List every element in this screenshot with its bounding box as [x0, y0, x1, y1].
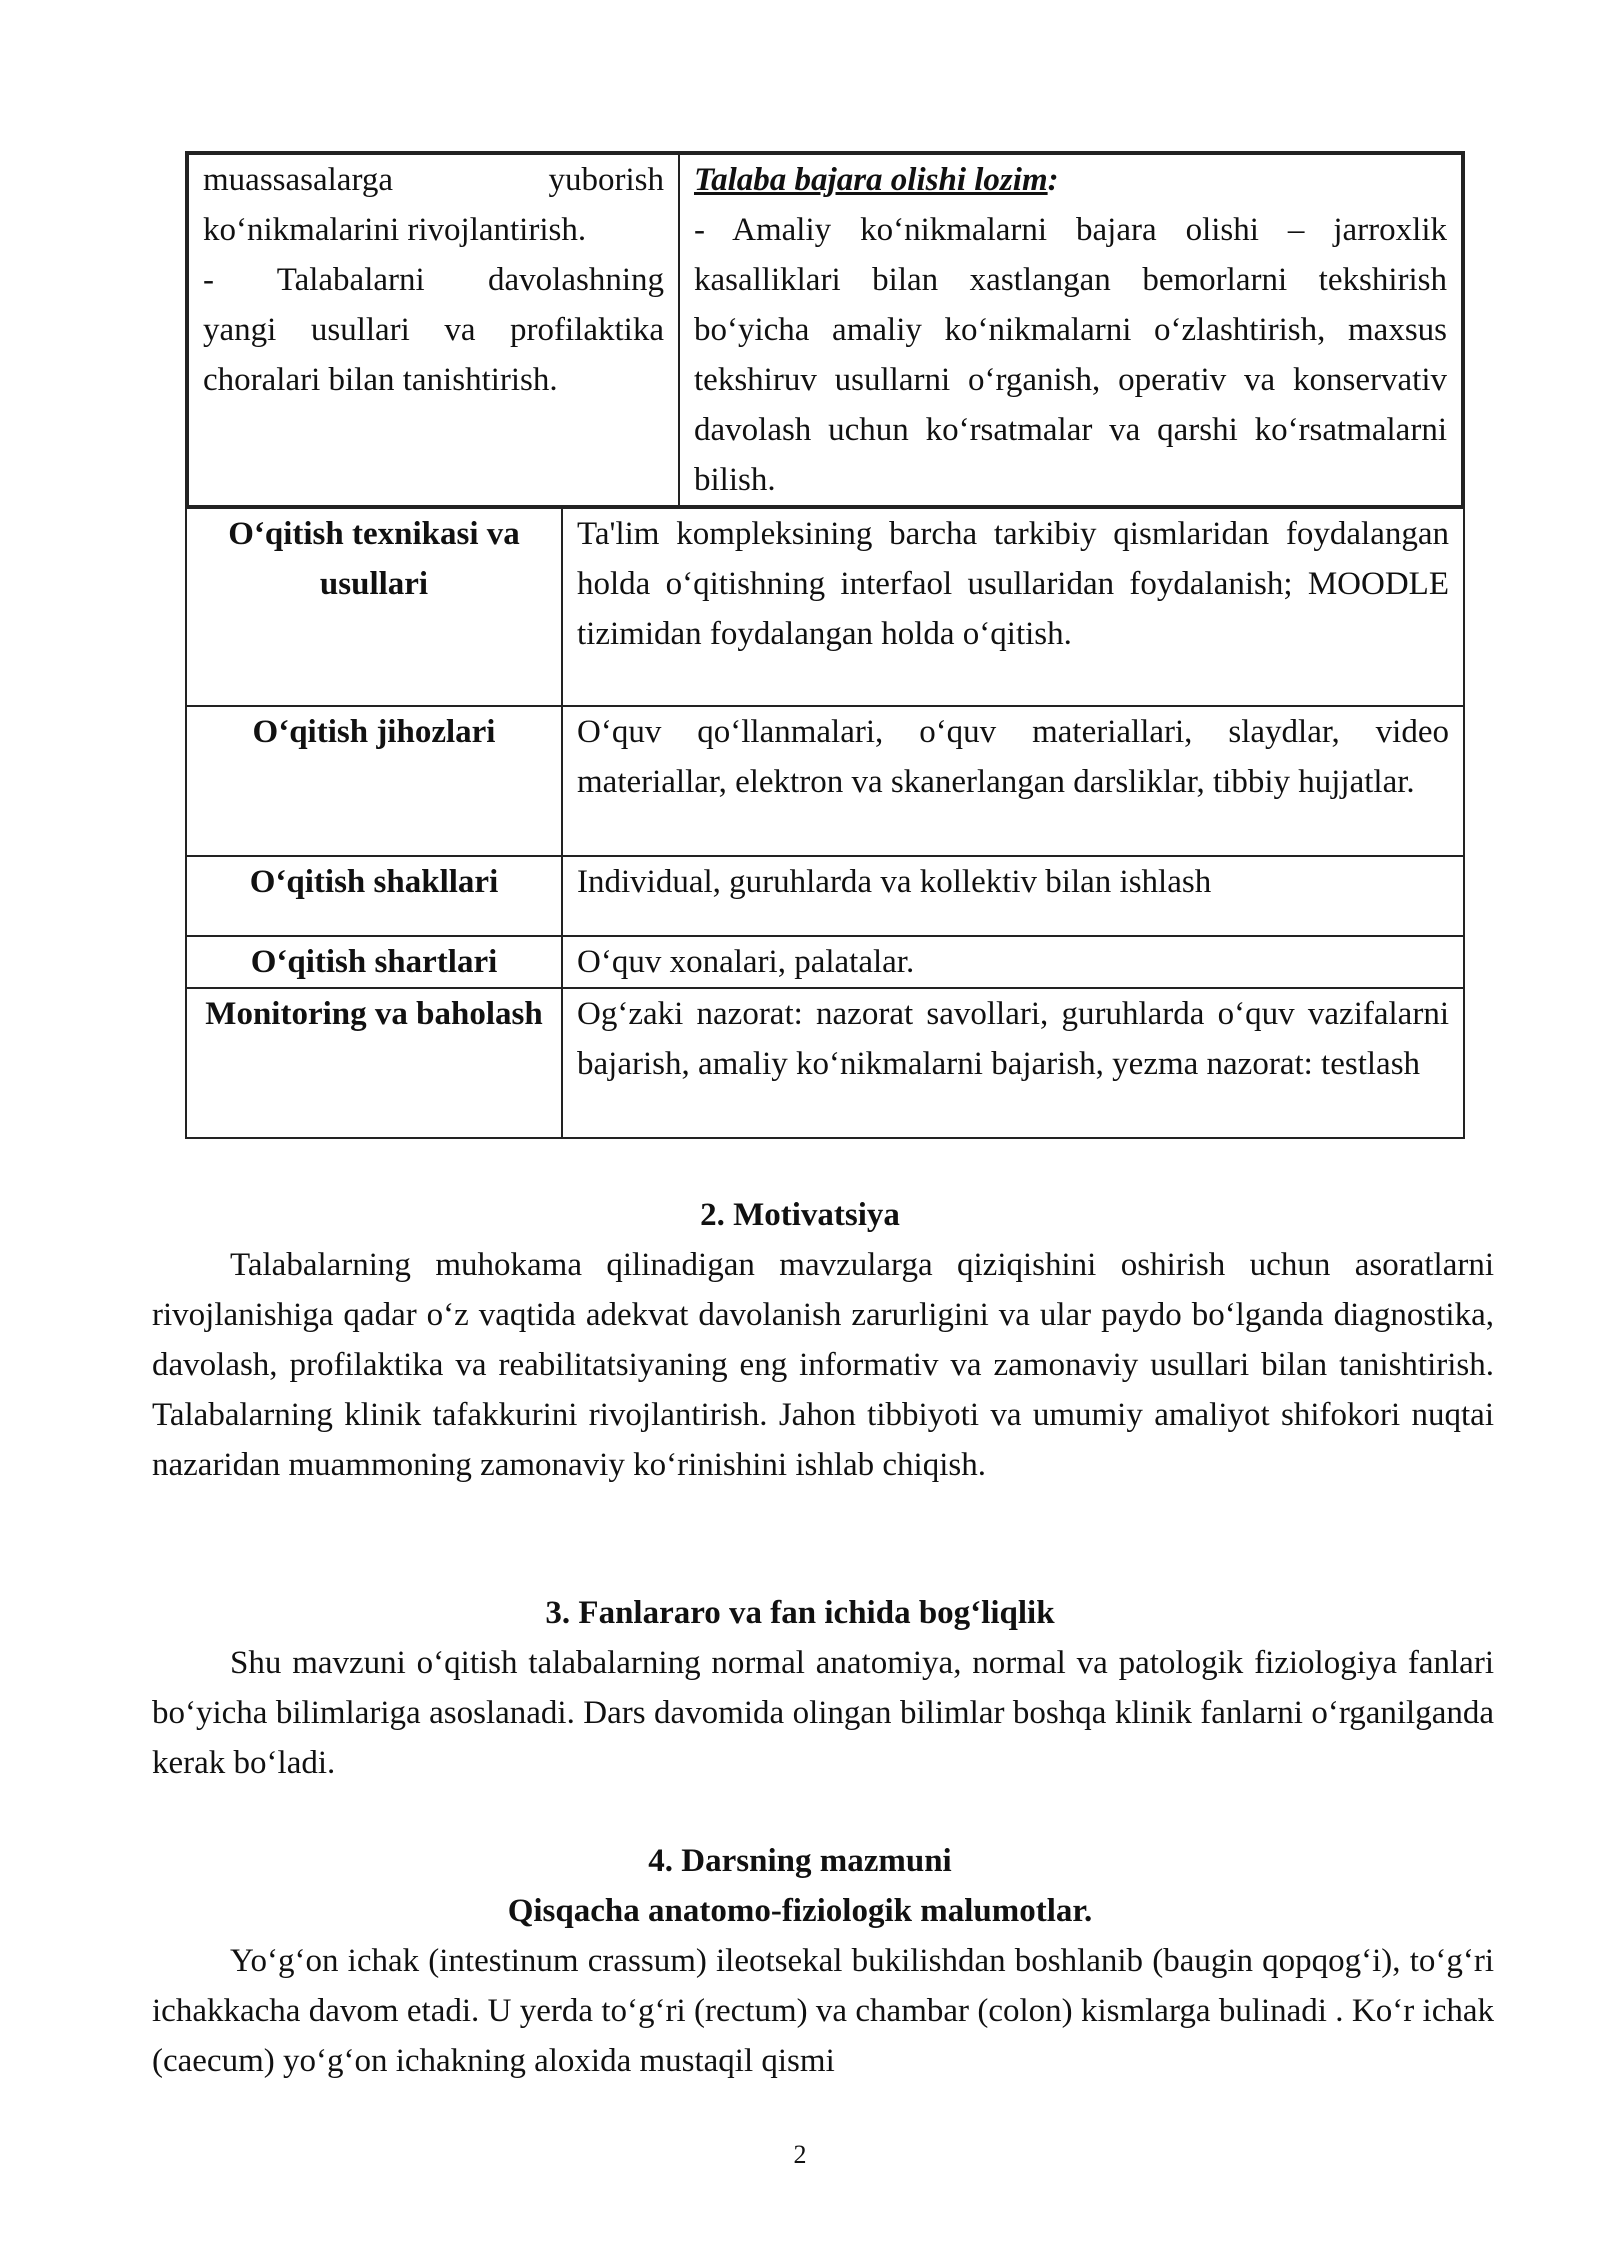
motivation-paragraph: Talabalarning muhokama qilinadigan mavzularga qiziqishini oshirish uchun asoratlarni rivojlanishiga qadar o‘z vaqtida adekvat davolanish zarurligini va ular paydo bo‘lganda diagnostika, davolash, profilaktika va reabilitatsiyaning eng informativ va zamonaviy usullari bilan tanishtirish. Talabalarning klinik tafakkurini rivojlantirish. Jahon tibbiyoti va umumiy amaliyot shifokori nuqtai nazaridan muammoning zamonaviy ko‘rinishini ishlab chiqish. [152, 1247, 1494, 1483]
objectives-right-cell [679, 154, 1462, 506]
row-value: O‘quv xonalari, palatalar. [562, 936, 1464, 988]
row-label: O‘qitish texnikasi va usullari [186, 508, 562, 706]
table-row [186, 936, 1464, 988]
objectives-left-line: choralari bilan tanishtirish. [203, 362, 558, 398]
objectives-left-line: muassasalarga yuborish [203, 162, 664, 198]
row-value: Individual, guruhlarda va kollektiv bilan ishlash [562, 856, 1464, 936]
section-heading-interdisciplinary: 3. Fanlararo va fan ichida bog‘liqlik [545, 1595, 1055, 1631]
objectives-left-line: yangi usullari va profilaktika [203, 312, 664, 348]
table-row [186, 706, 1464, 856]
table-row [186, 508, 1464, 706]
page-number: 2 [793, 2140, 807, 2169]
student-should-heading: Talaba bajara olishi lozim: [694, 162, 1059, 198]
row-value: Ta'lim kompleksining barcha tarkibiy qismlaridan foydalangan holda o‘qitishning interfaol usullaridan foydalanish; MOODLE tizimidan foydalangan holda o‘qitish. [562, 508, 1464, 706]
objectives-left-line: - Talabalarni davolashning [203, 262, 664, 298]
course-info-table [185, 151, 1465, 1139]
row-label: O‘qitish jihozlari [186, 706, 562, 856]
table-row [186, 856, 1464, 936]
section-heading-motivation: 2. Motivatsiya [700, 1197, 900, 1233]
row-value: O‘quv qo‘llanmalari, o‘quv materiallari, slaydlar, video materiallar, elektron va skanerlangan darsliklar, tibbiy hujjatlar. [562, 706, 1464, 856]
interdisciplinary-paragraph: Shu mavzuni o‘qitish talabalarning normal anatomiya, normal va patologik fiziologiya fanlari bo‘yicha bilimlariga asoslanadi. Dars davomida olingan bilimlar boshqa klinik fanlarni o‘rganilganda kerak bo‘ladi. [152, 1645, 1494, 1781]
section-heading-content: 4. Darsning mazmuni [648, 1843, 952, 1879]
content-paragraph: Yo‘g‘on ichak (intestinum crassum) ileotsekal bukilishdan boshlanib (baugin qopqog‘i), to‘g‘ri ichakkacha davom etadi. U yerda to‘g‘ri (rectum) va chambar (colon) kismlarga bulinadi . Ko‘r ichak (caecum) yo‘g‘on ichakning aloxida mustaqil qismi [152, 1943, 1494, 2079]
row-value: Og‘zaki nazorat: nazorat savollari, guruhlarda o‘quv vazifalarni bajarish, amaliy ko‘nikmalarni bajarish, yezma nazorat: testlash [562, 988, 1464, 1138]
objectives-left-line: ko‘nikmalarini rivojlantirish. [203, 212, 587, 248]
row-label: O‘qitish shartlari [186, 936, 562, 988]
objectives-left-cell [188, 154, 679, 506]
student-should-text: - Amaliy ko‘nikmalarni bajara olishi – jarroxlik kasalliklari bilan xastlangan bemorlarni tekshirish bo‘yicha amaliy ko‘nikmalarni o‘zlashtirish, maxsus tekshiruv usullarni o‘rganish, operativ va konservativ davolash uchun ko‘rsatmalar va qarshi ko‘rsatmalarni bilish. [694, 212, 1447, 498]
row-label: O‘qitish shakllari [186, 856, 562, 936]
section-subheading-content: Qisqacha anatomo-fiziologik malumotlar. [507, 1893, 1093, 1929]
table-row-objectives [186, 152, 1464, 508]
row-label: Monitoring va baholash [186, 988, 562, 1138]
table-row [186, 988, 1464, 1138]
